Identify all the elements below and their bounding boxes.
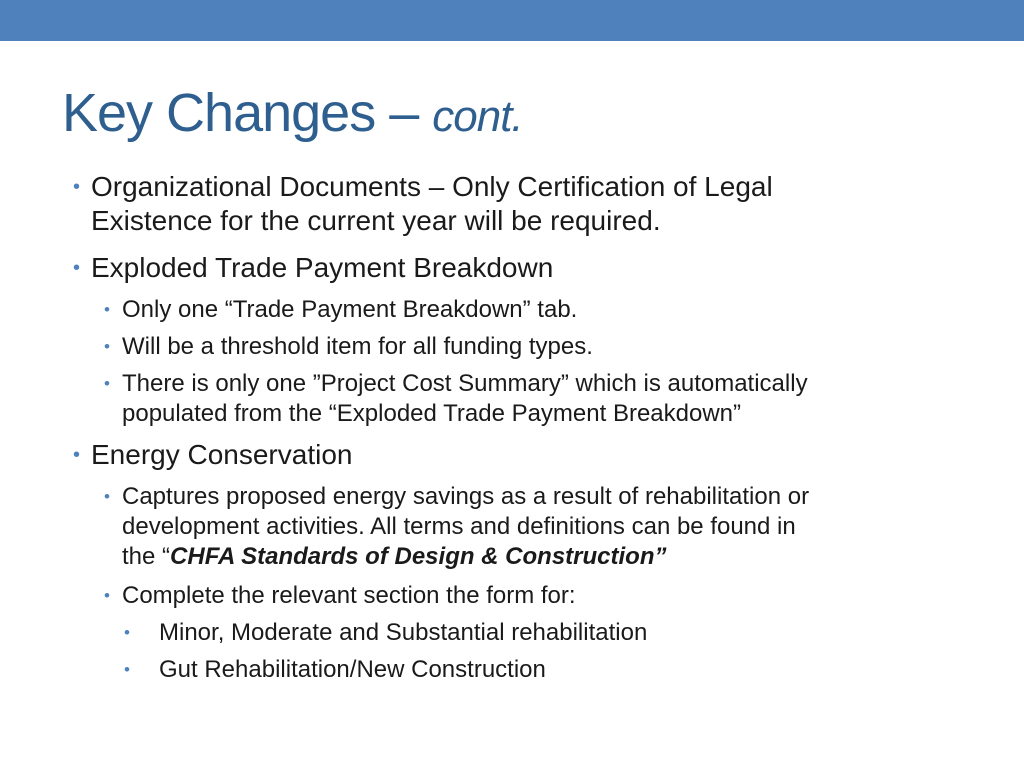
bullet-dot: •: [104, 337, 110, 356]
bullet-line: There is only one ”Project Cost Summary” which is automatically: [122, 370, 808, 397]
sub-bullet-project-cost: [104, 369, 808, 429]
bullet-dot: •: [104, 586, 110, 605]
sub-sub-bullet-gut-rehab: [124, 655, 546, 685]
bullet-dot: •: [104, 487, 110, 506]
top-accent-bar: [0, 0, 1024, 41]
bullet-line: populated from the “Exploded Trade Payment Breakdown”: [122, 400, 742, 427]
sub-bullet-one-tab: [104, 295, 578, 325]
bullet-text: Only one “Trade Payment Breakdown” tab.: [122, 296, 578, 323]
sub-bullet-captures-savings: [104, 482, 810, 572]
bullet-energy-conservation: [73, 438, 353, 472]
bullet-dot: •: [73, 444, 81, 466]
sub-sub-bullet-minor-moderate: [124, 618, 648, 648]
bullet-line: Captures proposed energy savings as a result of rehabilitation or: [122, 483, 810, 510]
bullet-line: Organizational Documents – Only Certification of Legal: [91, 171, 773, 202]
bullet-text: Energy Conservation: [91, 439, 353, 470]
bullet-dot: •: [124, 623, 130, 642]
title-italic: cont.: [432, 92, 523, 141]
bullet-text: Exploded Trade Payment Breakdown: [91, 252, 554, 283]
bullet-text: Gut Rehabilitation/New Construction: [159, 656, 546, 683]
bullet-dot: •: [104, 300, 110, 319]
bullet-text: Minor, Moderate and Substantial rehabilitation: [159, 619, 648, 646]
bullet-text: Complete the relevant section the form for:: [122, 582, 576, 609]
bullet-dot: •: [124, 660, 130, 679]
sub-bullet-complete-section: [104, 581, 576, 611]
bullet-line: development activities. All terms and definitions can be found in: [122, 513, 796, 540]
bullet-text: Will be a threshold item for all funding types.: [122, 333, 593, 360]
bullet-dot: •: [104, 374, 110, 393]
slide-title: [62, 82, 523, 144]
sub-bullet-threshold: [104, 332, 593, 362]
bullet-line: the “CHFA Standards of Design & Construction”: [122, 543, 667, 570]
chfa-standards-reference: CHFA Standards of Design & Construction”: [170, 543, 667, 570]
bullet-line: Existence for the current year will be required.: [91, 205, 661, 236]
bullet-organizational-documents: [73, 170, 773, 238]
bullet-exploded-trade: [73, 251, 554, 285]
title-main: Key Changes –: [62, 83, 433, 143]
bullet-dot: •: [73, 257, 81, 279]
bullet-dot: •: [73, 176, 81, 198]
